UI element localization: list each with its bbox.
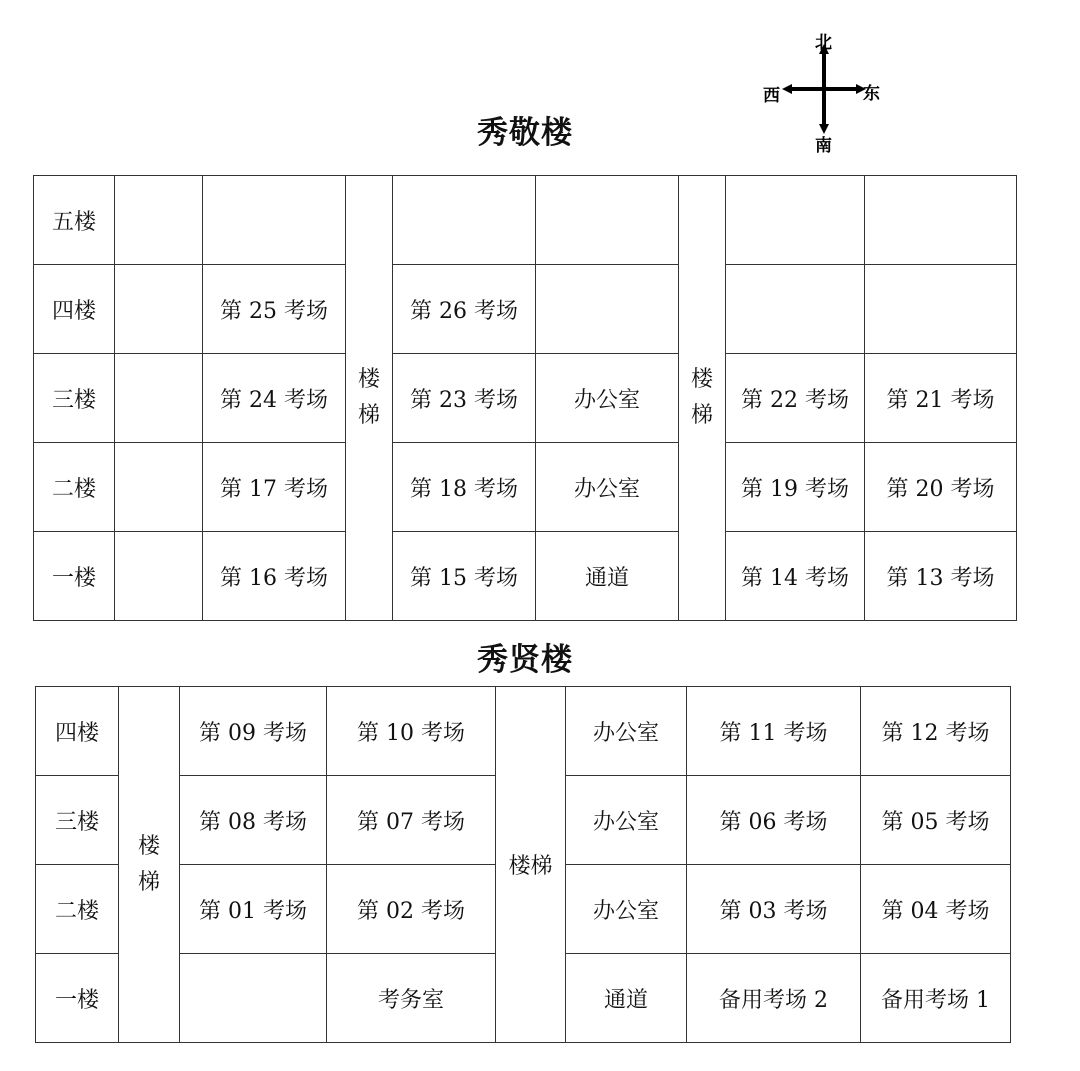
compass-south-label: 南 <box>815 136 832 156</box>
room-cell: 第 12 考场 <box>861 687 1011 776</box>
stairwell-west <box>346 176 393 621</box>
room-cell <box>726 176 865 265</box>
room-cell: 第 07 考场 <box>327 776 496 865</box>
room-cell: 第 11 考场 <box>687 687 861 776</box>
room-cell: 第 23 考场 <box>393 354 536 443</box>
compass-north-label: 北 <box>815 33 832 53</box>
room-cell <box>180 954 327 1043</box>
floor-row <box>34 443 1017 532</box>
room-cell <box>115 265 203 354</box>
compass-west-label: 西 <box>763 86 780 106</box>
compass-east-label: 东 <box>863 84 880 104</box>
room-cell: 第 22 考场 <box>726 354 865 443</box>
room-cell: 第 06 考场 <box>687 776 861 865</box>
floor-label: 四楼 <box>34 265 115 354</box>
room-cell: 第 13 考场 <box>865 532 1017 621</box>
room-cell <box>865 176 1017 265</box>
floor-label: 四楼 <box>36 687 119 776</box>
building1-title: 秀敬楼 <box>477 115 573 151</box>
room-cell: 第 20 考场 <box>865 443 1017 532</box>
stairwell-east <box>679 176 726 621</box>
floor-label: 一楼 <box>36 954 119 1043</box>
floor-row <box>34 354 1017 443</box>
stairwell-label: 楼梯 <box>357 367 380 428</box>
room-cell <box>865 265 1017 354</box>
room-cell: 第 01 考场 <box>180 865 327 954</box>
room-cell: 备用考场 1 <box>861 954 1011 1043</box>
room-cell: 第 05 考场 <box>861 776 1011 865</box>
room-cell: 办公室 <box>536 443 679 532</box>
room-cell: 第 21 考场 <box>865 354 1017 443</box>
room-cell: 第 10 考场 <box>327 687 496 776</box>
building2-floor-plan <box>35 686 1011 1043</box>
floor-label: 二楼 <box>36 865 119 954</box>
room-cell: 第 26 考场 <box>393 265 536 354</box>
room-cell: 第 04 考场 <box>861 865 1011 954</box>
room-cell <box>726 265 865 354</box>
floor-row <box>36 687 1011 776</box>
room-cell: 备用考场 2 <box>687 954 861 1043</box>
room-cell <box>115 532 203 621</box>
floor-label: 三楼 <box>34 354 115 443</box>
floor-label: 一楼 <box>34 532 115 621</box>
room-cell: 通道 <box>566 954 687 1043</box>
room-cell: 办公室 <box>566 687 687 776</box>
floor-label: 五楼 <box>34 176 115 265</box>
room-cell <box>203 176 346 265</box>
stairwell-label: 楼梯 <box>137 833 160 895</box>
building1-floor-plan <box>33 175 1017 621</box>
room-cell: 第 08 考场 <box>180 776 327 865</box>
room-cell: 第 02 考场 <box>327 865 496 954</box>
floor-label: 二楼 <box>34 443 115 532</box>
room-cell: 第 14 考场 <box>726 532 865 621</box>
room-cell: 第 16 考场 <box>203 532 346 621</box>
room-cell <box>536 265 679 354</box>
room-cell: 第 15 考场 <box>393 532 536 621</box>
room-cell: 第 18 考场 <box>393 443 536 532</box>
room-cell: 第 24 考场 <box>203 354 346 443</box>
floor-row <box>34 265 1017 354</box>
room-cell: 第 25 考场 <box>203 265 346 354</box>
room-cell <box>115 176 203 265</box>
room-cell: 第 17 考场 <box>203 443 346 532</box>
stairwell-label: 楼梯 <box>690 367 713 428</box>
stairwell-center: 楼梯 <box>496 687 566 1043</box>
room-cell <box>115 354 203 443</box>
building2-title: 秀贤楼 <box>477 642 573 678</box>
room-cell <box>393 176 536 265</box>
room-cell: 办公室 <box>566 776 687 865</box>
room-cell: 通道 <box>536 532 679 621</box>
room-cell: 办公室 <box>536 354 679 443</box>
floor-row <box>34 532 1017 621</box>
room-cell: 办公室 <box>566 865 687 954</box>
room-cell: 第 03 考场 <box>687 865 861 954</box>
room-cell <box>536 176 679 265</box>
room-cell: 第 09 考场 <box>180 687 327 776</box>
room-cell: 第 19 考场 <box>726 443 865 532</box>
stairwell-west <box>119 687 180 1043</box>
room-cell: 考务室 <box>327 954 496 1043</box>
floor-row <box>34 176 1017 265</box>
floor-label: 三楼 <box>36 776 119 865</box>
room-cell <box>115 443 203 532</box>
